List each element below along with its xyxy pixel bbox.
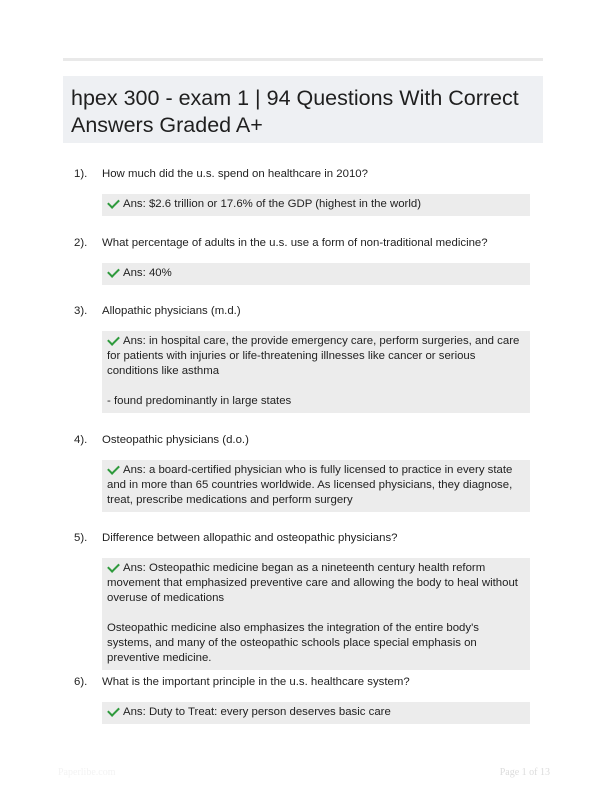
check-icon (107, 196, 120, 209)
answer-text: Ans: 40% (123, 267, 172, 279)
answer-box (102, 702, 530, 724)
question-item (74, 304, 536, 413)
question-text: Difference between allopathic and osteopathic physicians? (102, 532, 398, 544)
question-text: What percentage of adults in the u.s. use a form of non-traditional medicine? (102, 237, 488, 249)
answer-box (102, 558, 530, 670)
question-item (74, 167, 536, 216)
page-number: Page 1 of 13 (499, 767, 550, 778)
answer-text: Ans: $2.6 trillion or 17.6% of the GDP (highest in the world) (123, 198, 421, 210)
answer-text: Ans: Duty to Treat: every person deserves basic care (123, 706, 391, 718)
answer-box (102, 194, 530, 216)
question-number: 2). (74, 237, 88, 249)
check-icon (107, 704, 120, 717)
question-item (74, 433, 536, 512)
question-text: How much did the u.s. spend on healthcare in 2010? (102, 168, 368, 180)
check-icon (107, 265, 120, 278)
question-number: 3). (74, 305, 88, 317)
question-item (74, 531, 536, 670)
question-number: 6). (74, 676, 88, 688)
question-number: 5). (74, 532, 88, 544)
footer-watermark: Paperlibe.com (58, 767, 116, 778)
question-item (74, 675, 536, 724)
answer-text: Ans: Osteopathic medicine began as a nineteenth century health reform movement that emphasized preventive care and allowing the body to heal without overuse of medications (107, 562, 518, 604)
answer-box (102, 460, 530, 512)
question-number: 1). (74, 168, 88, 180)
title-banner (63, 76, 543, 143)
answer-text: Ans: a board-certified physician who is fully licensed to practice in every state and in more than 65 countries worldwide. As licensed physicians, they diagnose, treat, prescribe medications and perform surgery (107, 464, 513, 506)
answer-text: Ans: in hospital care, the provide emergency care, perform surgeries, and care for patients with injuries or life-threatening illnesses like cancer or serious conditions like asthma (107, 335, 520, 377)
question-text: What is the important principle in the u.s. healthcare system? (102, 676, 410, 688)
answer-box (102, 331, 530, 413)
top-divider (63, 58, 543, 61)
question-number: 4). (74, 434, 88, 446)
check-icon (107, 462, 120, 475)
answer-note: - found predominantly in large states (107, 395, 292, 407)
check-icon (107, 333, 120, 346)
question-item (74, 236, 536, 285)
question-text: Osteopathic physicians (d.o.) (102, 434, 249, 446)
document-title: hpex 300 - exam 1 | 94 Questions With Correct Answers Graded A+ (71, 86, 519, 137)
answer-note: Osteopathic medicine also emphasizes the integration of the entire body's systems, and many of the osteopathic schools place special emphasis on preventive medicine. (107, 622, 479, 664)
answer-box (102, 263, 530, 285)
check-icon (107, 560, 120, 573)
question-text: Allopathic physicians (m.d.) (102, 305, 241, 317)
